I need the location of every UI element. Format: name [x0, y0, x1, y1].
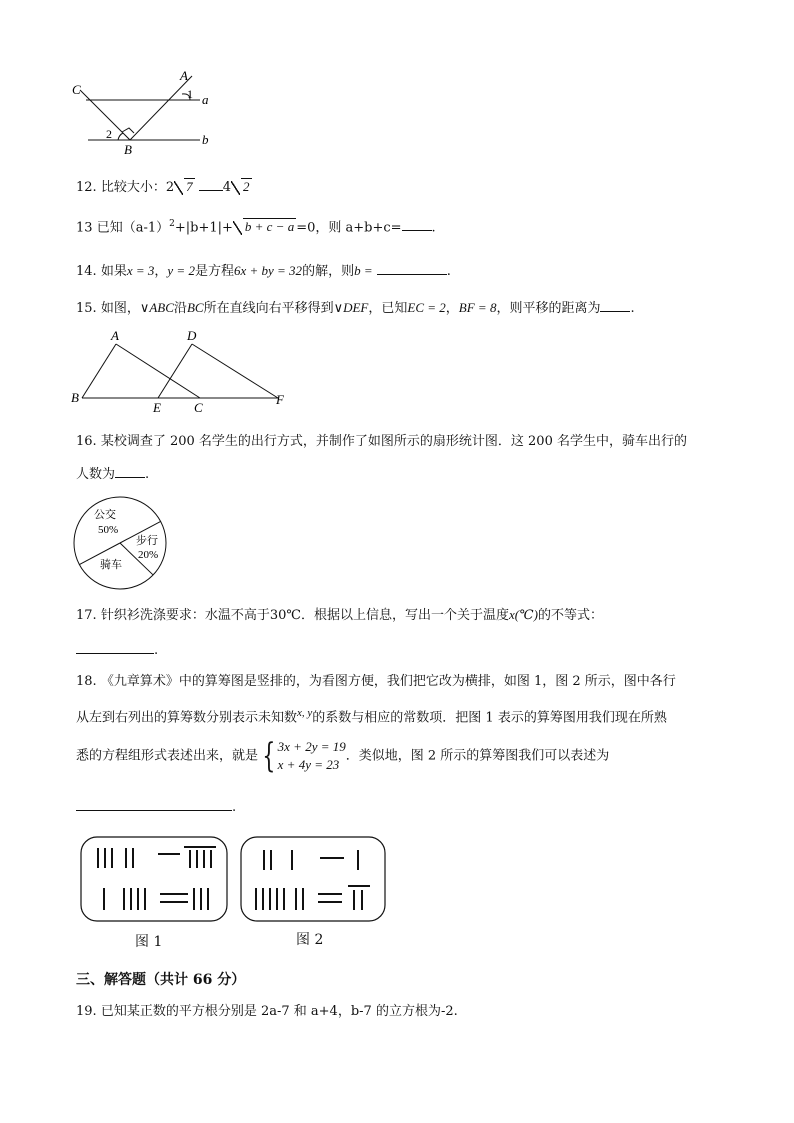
- q15-text-3: 所在直线向右平移得到: [203, 301, 334, 316]
- q15-text-5: ，: [445, 301, 459, 316]
- label-angle-1: 1: [187, 87, 193, 101]
- q15-number: 15.: [76, 301, 97, 316]
- pie-label-walk: 步行: [136, 535, 158, 547]
- label-F: F: [276, 392, 284, 407]
- q16-line-2: 人数为: [76, 467, 116, 482]
- label-A: A: [111, 328, 119, 343]
- q14-text-3: 是方程: [194, 264, 234, 279]
- question-18: [76, 674, 676, 690]
- counting-rods-figure-2: [240, 836, 386, 922]
- pie-label-bike: 骑车: [100, 559, 122, 571]
- section-3-heading: 三、解答题（共计 66 分）: [76, 972, 246, 988]
- q14-text-2: ，: [154, 264, 168, 279]
- label-D: D: [187, 328, 197, 343]
- q17-text-2: ．根据以上信息，写出一个关于温度: [300, 608, 509, 623]
- q14-end: .: [446, 264, 451, 279]
- q13-exponent: 2: [169, 219, 175, 229]
- q18-number: 18.: [76, 674, 97, 689]
- q19-number: 19.: [76, 1004, 97, 1019]
- q13-text-c: =0，则 a+b+c=: [296, 220, 402, 236]
- q17-temp: 30℃: [269, 608, 301, 623]
- label-angle-2: 2: [106, 127, 112, 141]
- q15-text-2: 沿: [173, 301, 187, 316]
- q18-line-3b: ．类似地，图 2 所示的算筹图我们可以表述为: [345, 748, 610, 764]
- q17-text-3: 的不等式：: [537, 608, 603, 623]
- q17-number: 17.: [76, 608, 97, 623]
- figure-1-caption: 图 1: [135, 934, 163, 950]
- question-18-line-3: [76, 738, 609, 774]
- q15-text-1: 如图，: [100, 301, 140, 316]
- q15-text-6: ，则平移的距离为: [496, 301, 601, 316]
- q18-end: .: [232, 800, 237, 815]
- pie-chart: [70, 496, 172, 590]
- figure-2-caption: 图 2: [296, 932, 324, 948]
- question-15: [76, 299, 635, 317]
- pie-label-walk-percent: 20%: [138, 549, 159, 561]
- parallel-lines-figure: [66, 66, 226, 158]
- q18-blank[interactable]: [76, 798, 232, 811]
- label-C: C: [72, 82, 81, 97]
- q15-end: .: [630, 301, 635, 316]
- q13-end: .: [431, 220, 436, 236]
- q16-end: .: [145, 467, 150, 482]
- counting-rods-figure-1: [80, 836, 228, 922]
- q13-blank[interactable]: [402, 218, 432, 231]
- q15-triangle-abc: ∨ABC: [139, 300, 174, 315]
- sqrt-2: 2: [231, 179, 252, 196]
- q14-number: 14.: [76, 264, 97, 279]
- q18-line-3a: 悉的方程组形式表述出来，就是: [76, 748, 259, 764]
- question-19: [76, 1004, 458, 1020]
- q14-x-eq: x = 3: [126, 263, 155, 278]
- q17-end: .: [154, 643, 159, 658]
- question-16: [76, 434, 687, 450]
- q15-bc: BC: [186, 300, 204, 315]
- label-B: B: [124, 142, 132, 157]
- q13-number: 13: [76, 220, 93, 236]
- q12-number: 12.: [76, 180, 97, 195]
- label-A: A: [180, 68, 188, 83]
- equation-2: x + 4y = 23: [277, 757, 340, 772]
- label-a: a: [202, 92, 209, 107]
- q14-b-eq: b =: [354, 263, 373, 278]
- question-13: [76, 216, 436, 236]
- label-B: B: [71, 390, 79, 405]
- q18-line-2b: 的系数与相应的常数项．把图 1 表示的算筹图用我们现在所熟: [312, 710, 667, 726]
- sqrt-7: 7: [174, 179, 195, 196]
- system-brace: {: [262, 736, 276, 776]
- question-17-answer: [76, 641, 158, 659]
- q17-text-1: 针织衫洗涤要求：水温不高于: [100, 608, 270, 623]
- q17-var: x(℃): [508, 607, 538, 622]
- label-E: E: [153, 400, 161, 415]
- equation-1: 3x + 2y = 19: [277, 739, 346, 754]
- q14-text-1: 如果: [100, 264, 127, 279]
- q18-line-1: 《九章算术》中的算筹图是竖排的，为看图方便，我们把它改为横排，如图 1，图 2 所示，图中各行: [100, 674, 676, 689]
- q16-number: 16.: [76, 434, 97, 449]
- question-18-answer: [76, 798, 236, 816]
- q14-blank[interactable]: [377, 262, 447, 275]
- q15-triangle-def: ∨DEF: [333, 300, 369, 315]
- q12-blank[interactable]: [199, 178, 223, 191]
- label-C: C: [194, 400, 203, 415]
- question-16-line-2: [76, 465, 149, 483]
- q18-line-2a: 从左到右列出的算筹数分别表示未知数: [76, 710, 298, 726]
- pie-label-bus: 公交: [94, 509, 116, 521]
- q13-text-a: 已知（a-1）: [96, 220, 170, 236]
- q14-equation: 6x + by = 32: [233, 263, 303, 278]
- q13-text-b: +|b+1|+: [174, 220, 233, 236]
- q12-coef: 4: [222, 180, 232, 195]
- q19-text: 已知某正数的平方根分别是 2a-7 和 a+4，b-7 的立方根为-2.: [100, 1004, 458, 1019]
- triangles-figure: [66, 326, 296, 418]
- q14-text-4: 的解，则: [302, 264, 355, 279]
- q14-y-eq: y = 2: [167, 263, 195, 278]
- question-17: [76, 607, 603, 624]
- q15-ec: EC = 2: [407, 300, 446, 315]
- question-14: [76, 262, 451, 280]
- q16-line-1: 某校调查了 200 名学生的出行方式，并制作了如图所示的扇形统计图．这 200 名学生中，骑车出行的: [100, 434, 687, 449]
- q18-vars: x, y: [297, 707, 313, 719]
- q12-text: 比较大小：2: [100, 180, 175, 195]
- q16-blank[interactable]: [115, 465, 145, 478]
- sqrt-bca: b + c − a: [233, 219, 296, 236]
- equation-system: [278, 738, 346, 774]
- question-18-line-2: [76, 705, 667, 726]
- pie-label-bus-percent: 50%: [98, 524, 119, 536]
- question-12: [76, 178, 252, 196]
- label-b: b: [202, 132, 209, 147]
- q15-blank[interactable]: [600, 299, 630, 312]
- q17-blank[interactable]: [76, 641, 154, 654]
- q15-bf: BF = 8: [458, 300, 497, 315]
- q15-text-4: ，已知: [368, 301, 408, 316]
